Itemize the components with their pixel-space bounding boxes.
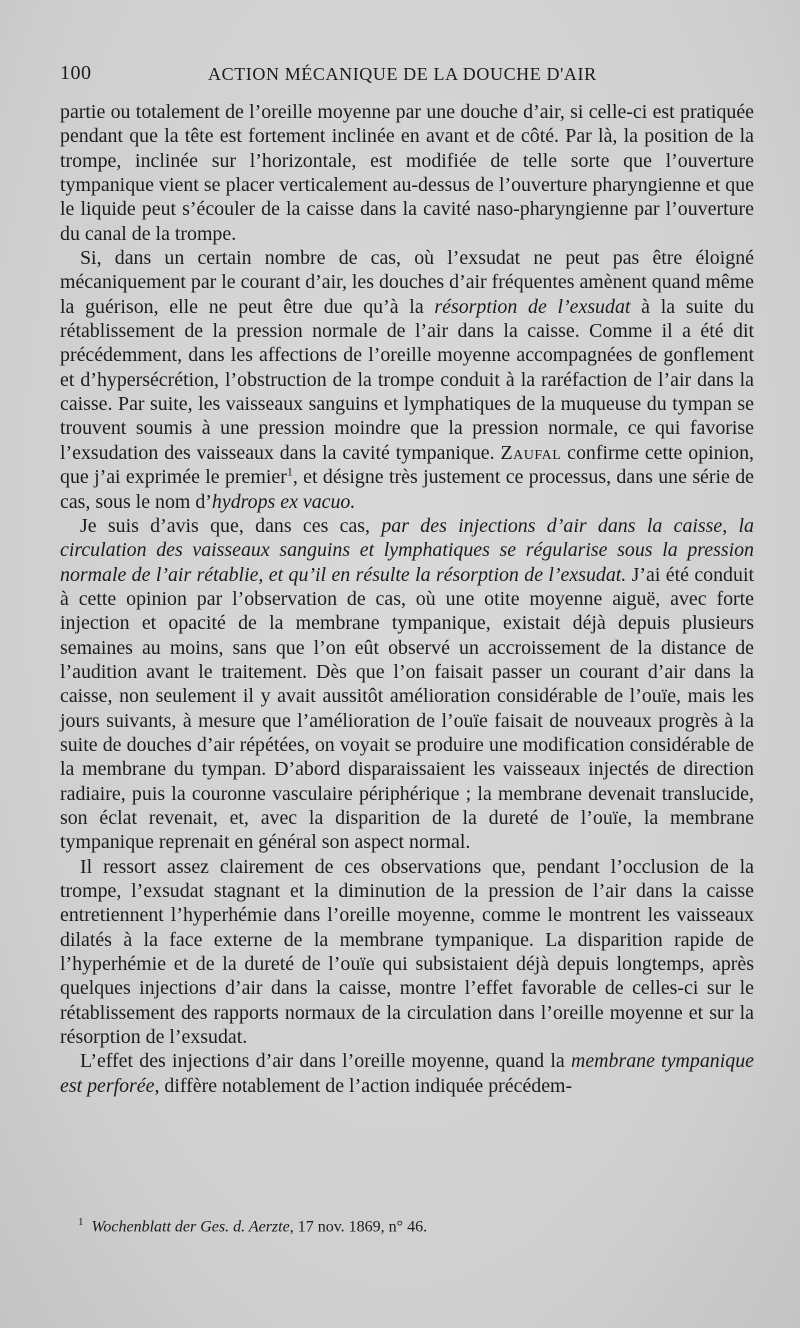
italic-phrase: résorption de l’exsudat [434,295,631,318]
footnote-citation: , 17 nov. 1869, n° 46. [289,1218,428,1236]
paragraph-3 [60,514,754,855]
running-header [60,62,754,88]
italic-phrase-2: membrane tympanique est perforée [60,1050,754,1097]
paragraph-3-text-b: J’ai été conduit à cette opinion par l’observation de cas, où une otite moyenne aiguë, avec forte injection et opacité de la membrane tympanique, existait déjà depuis plusieurs semaines au moins, sans que l’on eût observé un accroissement de la distance de l’audition avant le traitement. Dès que l’on faisait passer un courant d’air dans la caisse, non seulement il y avait aussitôt amélioration considérable de l’ouïe, mais les jours suivants, à mesure que l’amélioration de l’ouïe faisait de nouveaux progrès à la suite de douches d’air répétées, on voyait se produire une modification considérable de la membrane du tympan. D’abord disparaissaient les vaisseaux injectés de direction radiaire, puis la couronne vasculaire périphérique ; la membrane devenait translucide, son éclat revenait, et, avec la disparition de la dureté de l’ouïe, la membrane tympanique reprenait en général son aspect normal. [60,563,754,854]
paragraph-5-text-b: , diffère notablement de l’action indiquée précédem- [154,1074,573,1097]
paragraph-3-text-a: Je suis d’avis que, dans ces cas, [80,514,382,537]
paragraph-2 [60,246,754,514]
paragraph-2-text-b: à la suite du rétablissement de la pression normale de l’air dans la caisse. Comme il a été dit précédemment, dans les affections de l’oreille moyenne accompagnées de gonflement et d’hypersécrétion, l’obstruction de la trompe conduit à la raréfaction de l’air dans la caisse. Par suite, les vaisseaux sanguins et lymphatiques de la muqueuse du tympan se trouvent soumis à une pression moindre que la pression normale, ce qui favorise l’exsudation des vaisseaux dans la cavité tympanique. [60,295,755,464]
paragraph-4-text: Il ressort assez clairement de ces observations que, pendant l’occlusion de la trompe, l’exsudat stagnant et la diminution de la pression de l’air dans la caisse entretiennent l’hyperhémie dans l’oreille moyenne, comme le montrent les vaisseaux dilatés à la face externe de la membrane tympanique. La disparition rapide de l’hyperhémie et de la dureté de l’ouïe qui subsistaient déjà depuis longtemps, après quelques injections d’air dans la caisse, montre l’effet favorable de celles-ci sur le rétablissement des rapports normaux de la circulation dans l’oreille moyenne et sur la résorption de l’exsudat. [60,855,754,1049]
paragraph-2-text-d: , et désigne très justement ce processus, dans une série de cas, sous le nom d’ [60,466,754,513]
author-name: Zaufal [500,441,562,464]
paragraph-4 [60,855,754,1050]
italic-statement: par des injections d’air dans la caisse, la circulation des vaisseaux sanguins et lymphatiques se régularise sous la pression normale de l’air rétablie, et qu’il en résulte la résorption de l’exsudat. [60,514,754,586]
page-number: 100 [60,62,92,84]
paragraph-1-text: partie ou totalement de l’oreille moyenne par une douche d’air, si celle-ci est pratiquée pendant que la tête est fortement inclinée en avant et de côté. Par là, la position de la trompe, inclinée sur l’horizontale, est modifiée de telle sorte que l’ouverture tympanique vient se placer verticalement au-dessus de l’ouverture pharyngienne et que le liquide peut s’écouler de la caisse dans la cavité naso-pharyngienne par l’ouverture du canal de la trompe. [60,101,754,245]
footnote-reference: 1 [286,464,293,479]
footnote-journal: Wochenblatt der Ges. d. Aerzte [91,1218,290,1236]
running-title: ACTION MÉCANIQUE DE LA DOUCHE D'AIR [208,64,597,84]
body-text [60,100,754,1098]
paragraph-1 [60,100,754,246]
paragraph-5 [60,1049,754,1098]
paragraph-2-text-c: confirme cette opinion, que j’ai exprimée le premier [60,441,754,489]
italic-term: hydrops ex vacuo. [211,490,356,513]
paragraph-5-text-a: L’effet des injections d’air dans l’oreille moyenne, quand la [80,1050,571,1073]
footnote [78,1212,738,1237]
paragraph-2-text-a: Si, dans un certain nombre de cas, où l’exsudat ne peut pas être éloigné mécaniquement par le courant d’air, les douches d’air fréquentes amènent quand même la guérison, elle ne peut être due qu’à la [60,247,754,318]
footnote-mark: 1 [78,1216,84,1228]
